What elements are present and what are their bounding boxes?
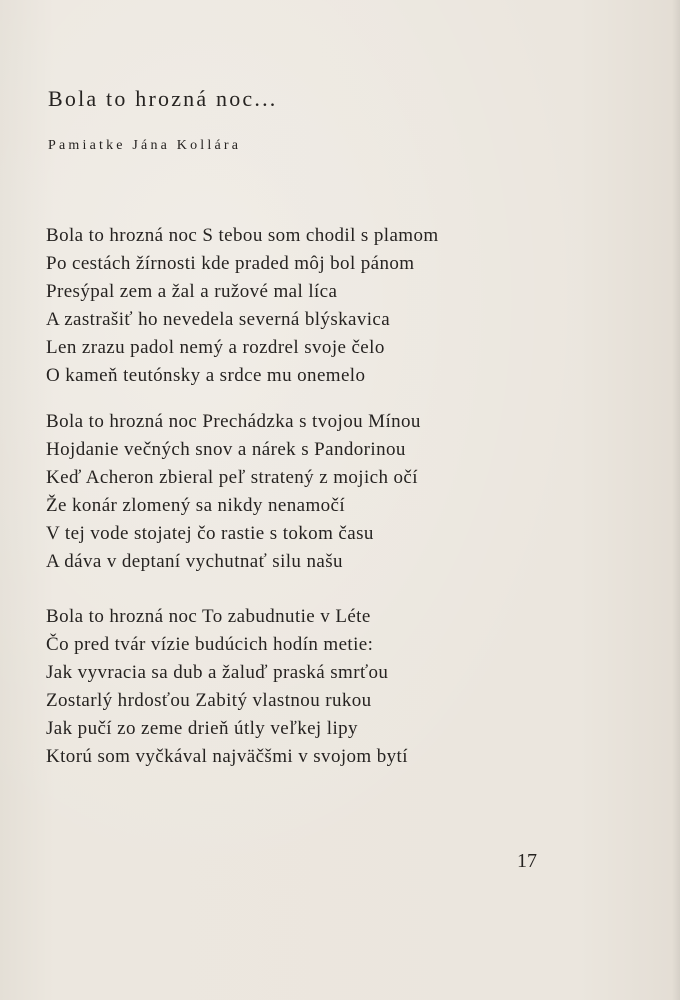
verse-line: Ktorú som vyčkával najväčšmi v svojom bytí <box>46 746 408 767</box>
page-number: 17 <box>517 850 537 872</box>
verse-line: Presýpal zem a žal a ružové mal líca <box>46 281 338 302</box>
stanza-1 <box>46 222 566 390</box>
verse-line: A dáva v deptaní vychutnať silu našu <box>46 551 343 572</box>
page-edge-shadow <box>672 0 680 1000</box>
verse-line: Po cestách žírnosti kde praded môj bol pánom <box>46 253 415 274</box>
verse-line: V tej vode stojatej čo rastie s tokom času <box>46 523 374 544</box>
verse-line: Hojdanie večných snov a nárek s Pandorinou <box>46 439 406 460</box>
verse-line: Bola to hrozná noc To zabudnutie v Léte <box>46 606 371 627</box>
verse-line: Jak vyvracia sa dub a žaluď praská smrťou <box>46 662 389 683</box>
verse-line: Len zrazu padol nemý a rozdrel svoje čelo <box>46 337 385 358</box>
verse-line: Bola to hrozná noc Prechádzka s tvojou Mínou <box>46 411 421 432</box>
verse-line: Čo pred tvár vízie budúcich hodín metie: <box>46 634 374 655</box>
poem-dedication: Pamiatke Jána Kollára <box>48 138 242 153</box>
verse-line: Že konár zlomený sa nikdy nenamočí <box>46 495 346 516</box>
verse-line: A zastrašiť ho nevedela severná blýskavica <box>46 309 391 330</box>
verse-line: Jak pučí zo zeme drieň útly veľkej lipy <box>46 718 358 739</box>
verse-line: Bola to hrozná noc S tebou som chodil s plamom <box>46 225 439 246</box>
stanza-3 <box>46 603 566 771</box>
verse-line: Zostarlý hrdosťou Zabitý vlastnou rukou <box>46 690 372 711</box>
poem-title: Bola to hrozná noc... <box>48 86 278 111</box>
verse-line: O kameň teutónsky a srdce mu onemelo <box>46 365 366 386</box>
verse-line: Keď Acheron zbieral peľ stratený z mojich očí <box>46 467 418 488</box>
stanza-2 <box>46 408 566 576</box>
